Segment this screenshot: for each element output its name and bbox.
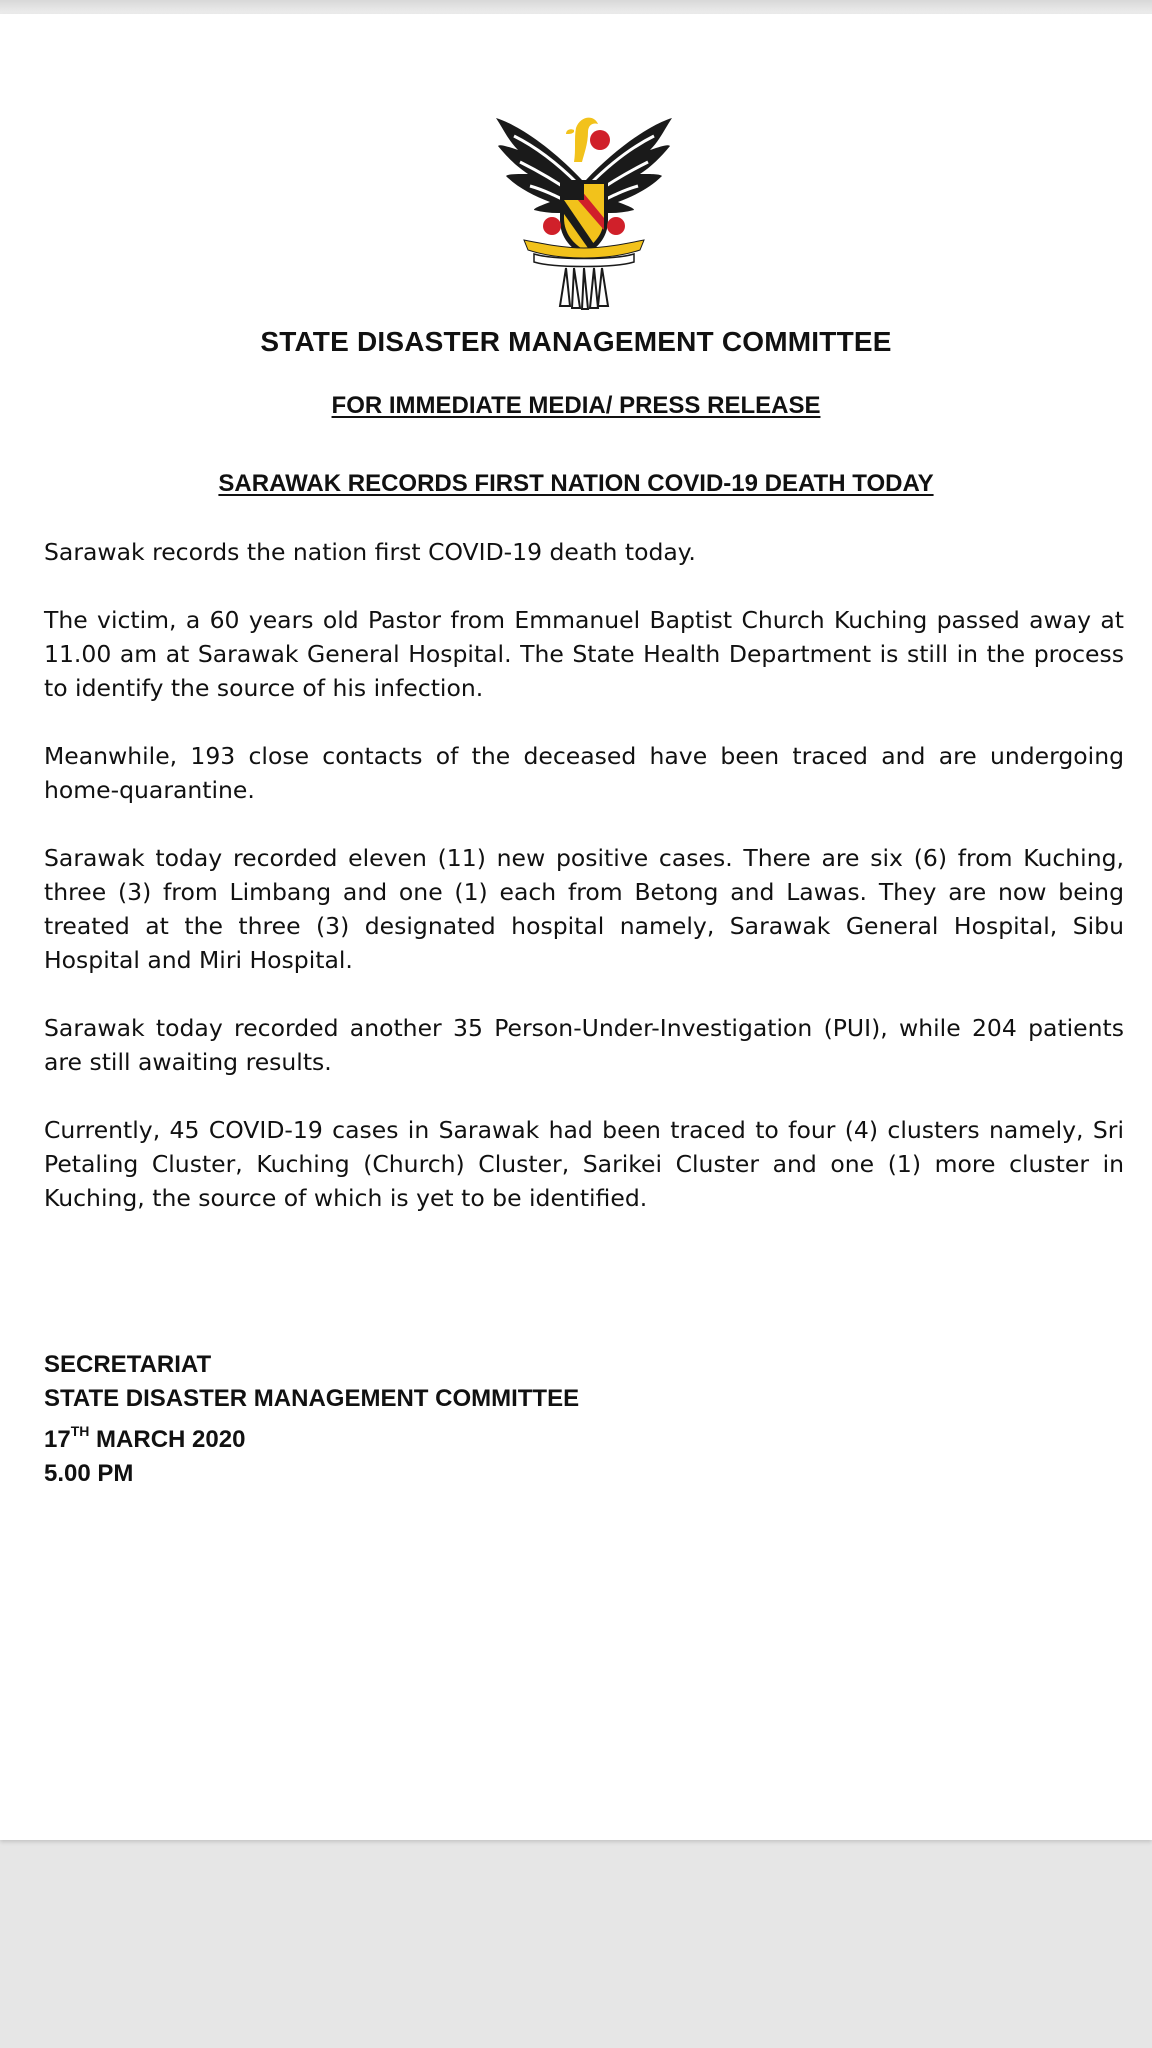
date-day: 17	[44, 1426, 71, 1453]
press-release-title-text: SARAWAK RECORDS FIRST NATION COVID-19 DEATH TODAY	[218, 470, 934, 497]
press-release-title	[0, 470, 1152, 498]
paragraph: Sarawak records the nation first COVID-19 death today.	[44, 538, 696, 566]
signature-secretariat: SECRETARIAT	[44, 1351, 212, 1378]
release-type-heading	[0, 392, 1152, 420]
document-page	[0, 14, 1152, 1840]
paragraph: Sarawak today recorded another 35 Person-Under-Investigation (PUI), while 204 patients are still awaiting results.	[44, 1014, 1124, 1076]
signature-committee: STATE DISASTER MANAGEMENT COMMITTEE	[44, 1385, 580, 1412]
release-type-text: FOR IMMEDIATE MEDIA/ PRESS RELEASE	[331, 392, 821, 419]
date-suffix: TH	[70, 1423, 90, 1439]
press-release-body	[44, 535, 1124, 1249]
top-strip	[0, 0, 1152, 14]
paragraph: Meanwhile, 193 close contacts of the deceased have been traced and are undergoing home-quarantine.	[44, 742, 1124, 804]
committee-heading: STATE DISASTER MANAGEMENT COMMITTEE	[260, 326, 892, 357]
paragraph: Sarawak today recorded eleven (11) new positive cases. There are six (6) from Kuching, three (3) from Limbang and one (1) each from Betong and Lawas. They are now being treated at the three (3) designated hospital namely, Sarawak General Hospital, Sibu Hospital and Miri Hospital.	[44, 844, 1124, 974]
coat-of-arms-icon	[494, 110, 674, 310]
paragraph: The victim, a 60 years old Pastor from Emmanuel Baptist Church Kuching passed away at 11.00 am at Sarawak General Hospital. The State Health Department is still in the process to identify the source of his infection.	[44, 606, 1124, 702]
signature-block	[44, 1348, 579, 1491]
date-month-year: MARCH 2020	[89, 1426, 246, 1453]
signature-time: 5.00 PM	[44, 1460, 134, 1487]
signature-date	[44, 1416, 579, 1457]
paragraph: Currently, 45 COVID-19 cases in Sarawak had been traced to four (4) clusters namely, Sri Petaling Cluster, Kuching (Church) Cluster, Sarikei Cluster and one (1) more cluster in Kuching, the source of which is yet to be identified.	[44, 1116, 1124, 1212]
